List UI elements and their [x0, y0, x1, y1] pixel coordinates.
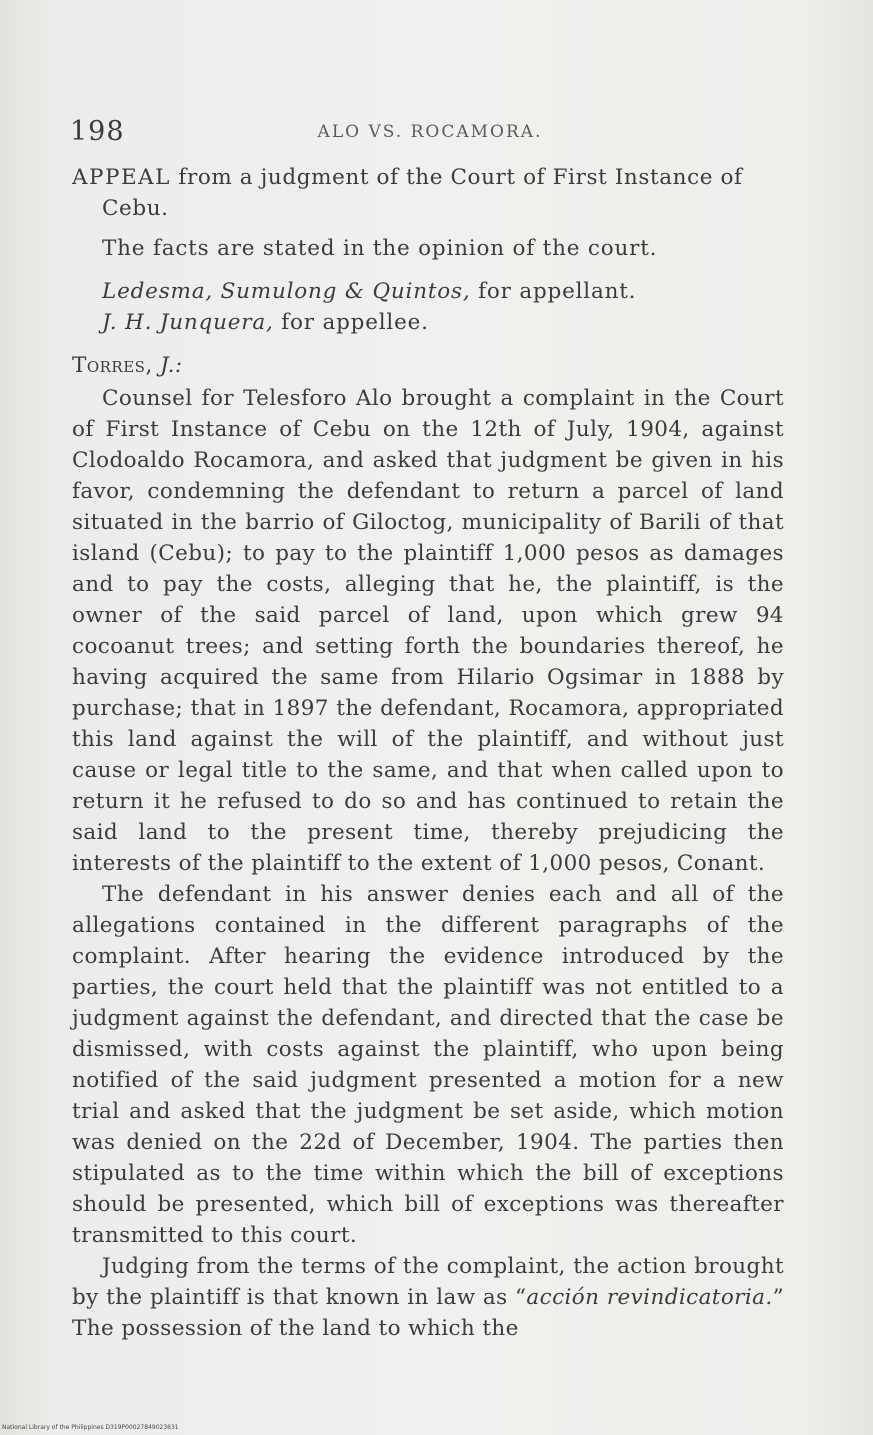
opinion-paragraph-2: The defendant in his answer denies each and all of the allegations contained in the different paragraphs of the complaint. After hearing the evidence introduced by the parties, the court held that the plaintiff was not entitled to a judgment against the defendant, and directed that the case be dismissed, with costs against the plaintiff, who upon being notified of the said judgment presented a motion for a new trial and asked that the judgment be set aside, which motion was denied on the 22d of December, 1904. The parties then stipulated as to the time within which the bill of exceptions should be presented, which bill of exceptions was thereafter transmitted to this court.: [72, 882, 784, 1248]
opinion-paragraph-3: [72, 1251, 784, 1344]
appeal-lead: APPEAL: [72, 165, 171, 190]
paragraph-3-italic: acción revindicatoria.: [526, 1285, 773, 1310]
appeal-text: from a judgment of the Court of First Instance of Cebu.: [102, 165, 743, 221]
counsel-appellant-name: Ledesma, Sumulong & Quintos,: [102, 279, 471, 304]
running-title: ALO VS. ROCAMORA.: [317, 122, 543, 142]
appeal-line: [72, 162, 784, 224]
judge-line: [72, 350, 784, 381]
judge-name: Torres,: [72, 353, 153, 378]
counsel-list: [72, 276, 784, 338]
opinion-paragraph-1: Counsel for Telesforo Alo brought a complaint in the Court of First Instance of Cebu on the 12th of July, 1904, against Clodoaldo Rocamora, and asked that judgment be given in his favor, condemning the defendant to return a parcel of land situated in the barrio of Giloctog, municipality of Barili of that island (Cebu); to pay to the plaintiff 1,000 pesos as damages and to pay the costs, alleging that he, the plaintiff, is the owner of the said parcel of land, upon which grew 94 cocoanut trees; and setting forth the boundaries thereof, he having acquired the same from Hilario Ogsimar in 1888 by purchase; that in 1897 the defendant, Rocamora, appropriated this land against the will of the plaintiff, and without just cause or legal title to the same, and that when called upon to return it he refused to do so and has continued to retain the said land to the present time, thereby prejudicing the interests of the plaintiff to the extent of 1,000 pesos, Conant.: [72, 386, 784, 876]
page-header: [70, 116, 790, 150]
counsel-appellee-name: J. H. Junquera,: [102, 310, 274, 335]
facts-statement: The facts are stated in the opinion of the court.: [102, 236, 658, 261]
counsel-appellee: [72, 307, 784, 338]
paragraph-3-after: ” The possession of the land to which the: [72, 1285, 784, 1341]
page-number: 198: [70, 116, 125, 147]
judge-suffix: J.:: [152, 353, 183, 378]
counsel-appellant: [72, 276, 784, 307]
scan-footer: National Library of the Philippines D319P00027849023631: [2, 1424, 179, 1431]
counsel-appellee-role: for appellee.: [273, 310, 429, 335]
counsel-appellant-role: for appellant.: [470, 279, 637, 304]
paragraph-3-before: Judging from the terms of the complaint, the action brought by the plaintiff is that known in law as “: [72, 1254, 784, 1310]
document-body: [72, 162, 784, 1344]
